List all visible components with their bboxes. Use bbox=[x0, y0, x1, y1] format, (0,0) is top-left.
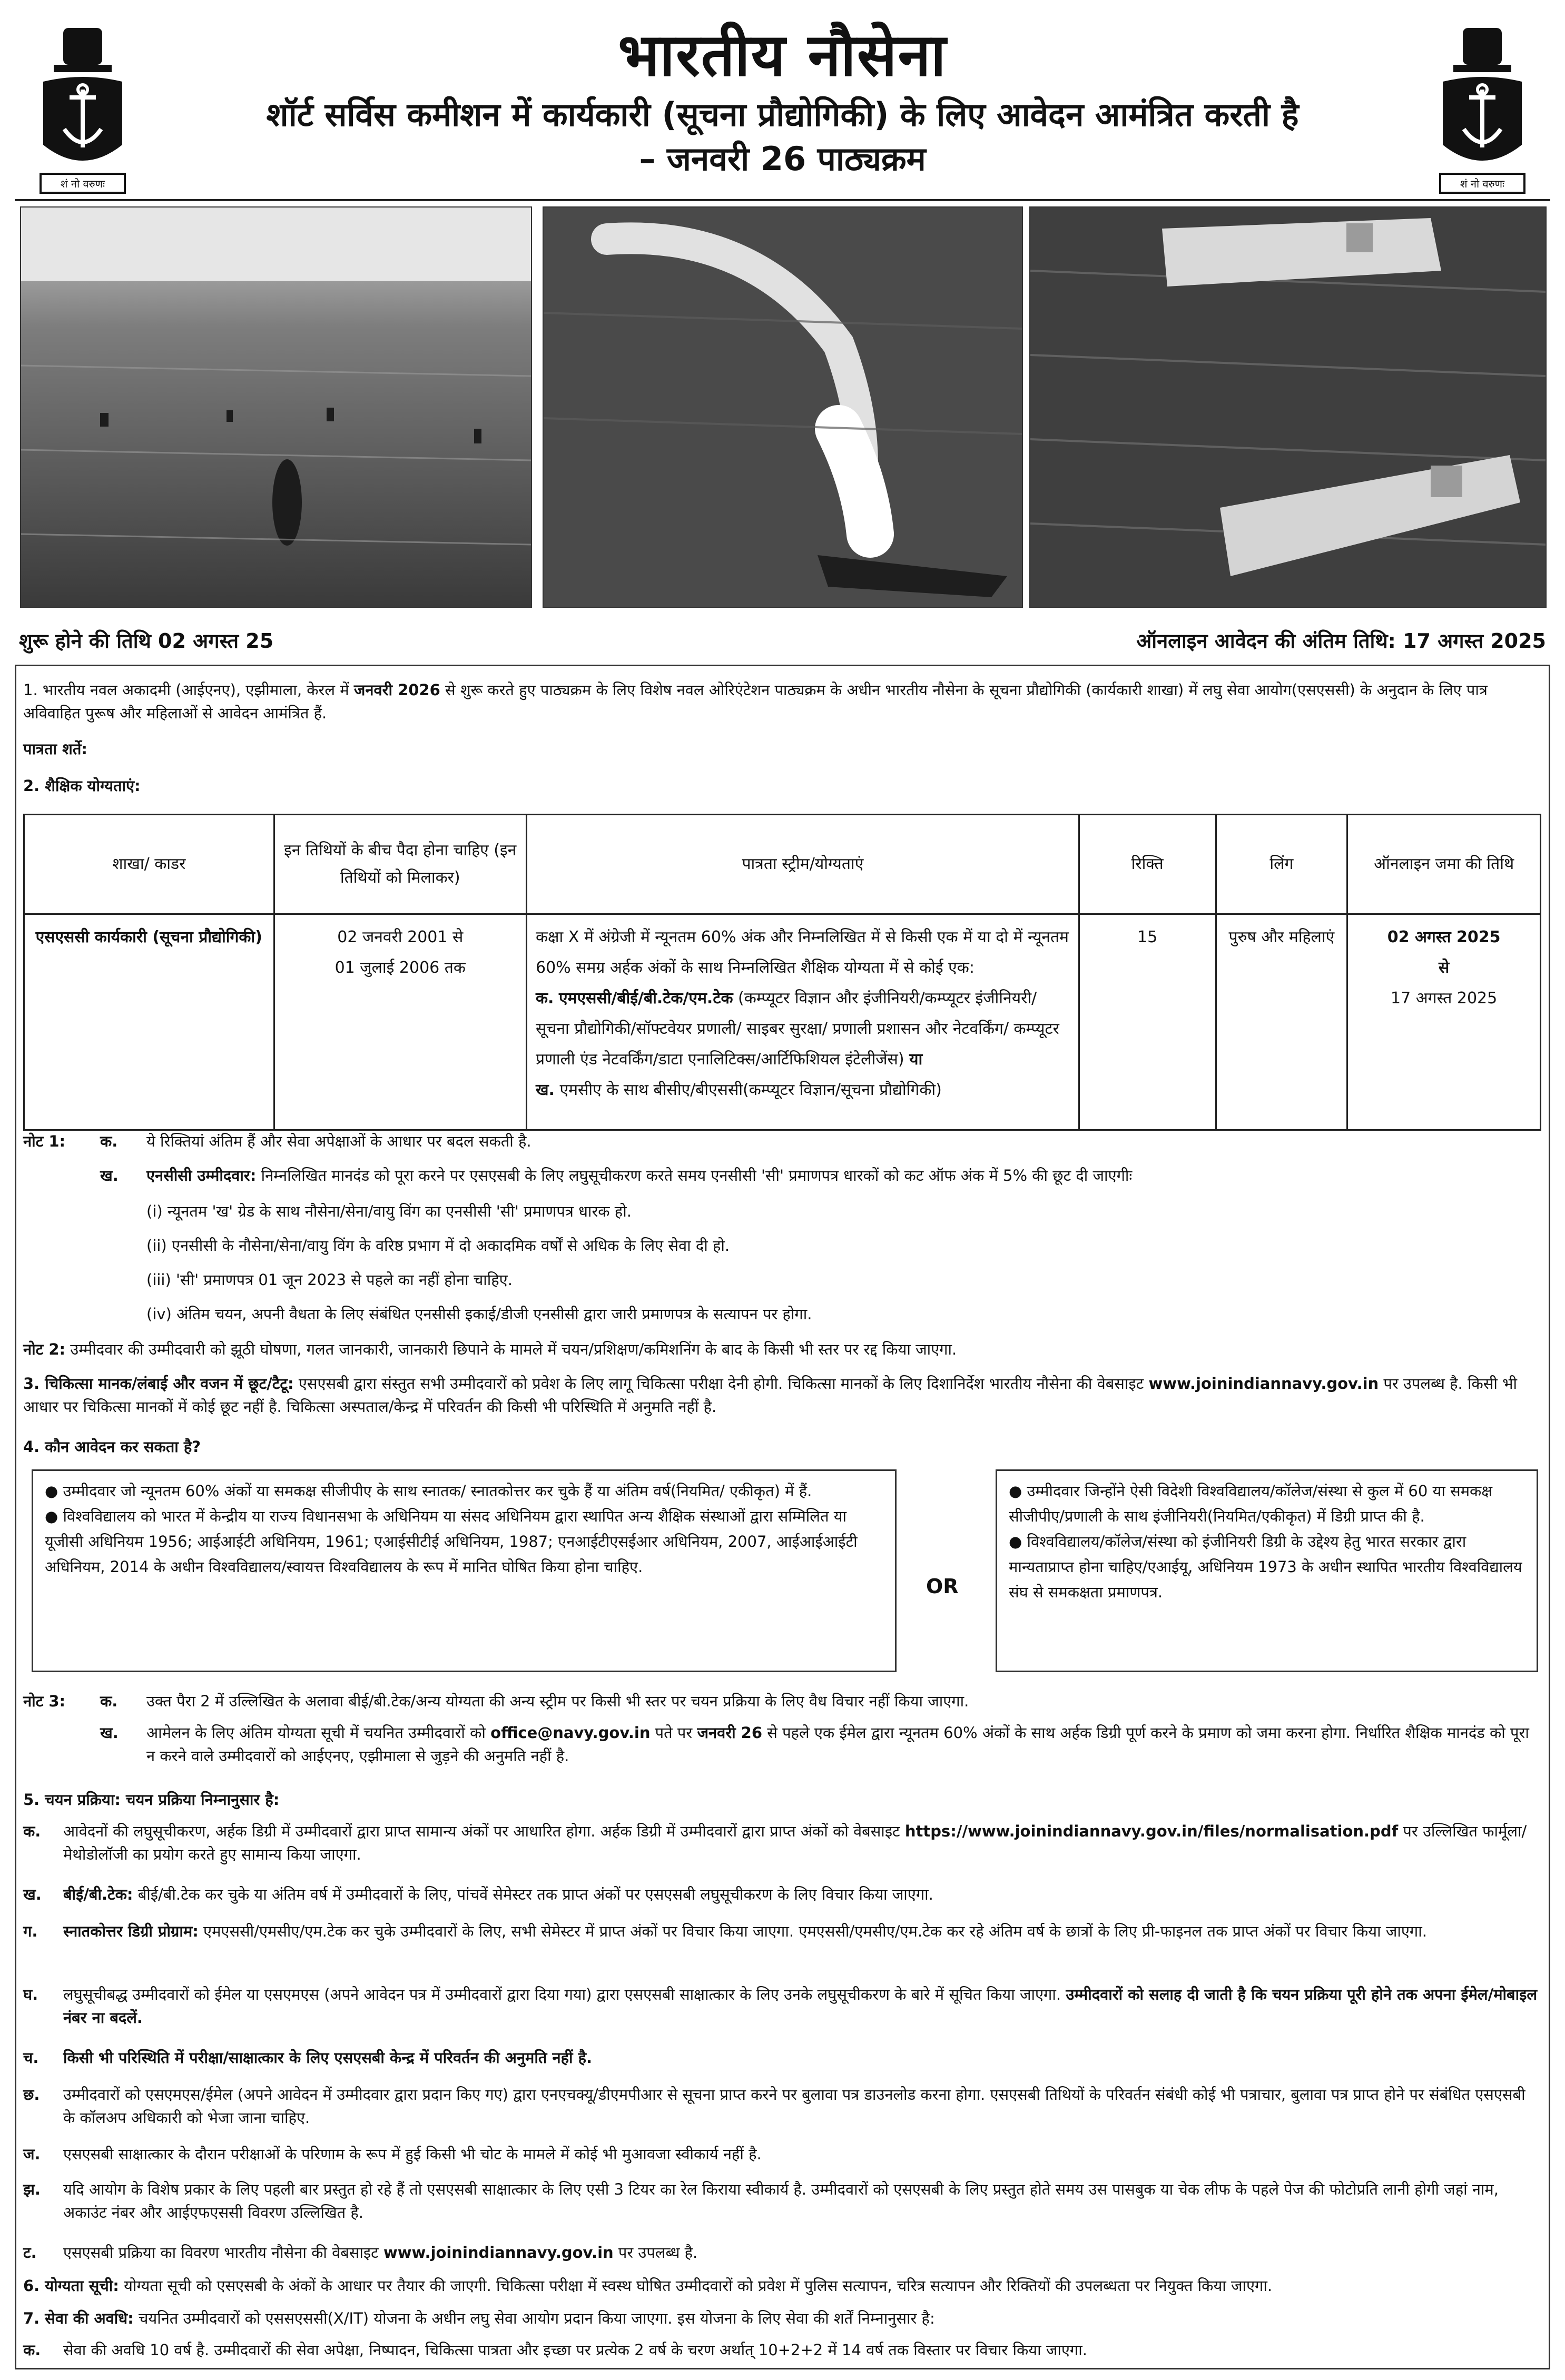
note1-kha-label: ख. bbox=[100, 1167, 119, 1184]
selection-chha: उम्मीदवारों को एसएमएस/ईमेल (अपने आवेदन में उम्मीदवार द्वारा प्रदान किए गए) द्वारा एनएचक्यू/डीएमपीआर से सूचना प्राप्त करने पर बुलावा पत्र डाउनलोड करना होगा. एसएसबी तिथियों के परिवर्तन संबंधी कोई भी पत्राचार, बुलावा पत्र प्राप्त होने पर संबंधित एसएसबी के कॉलअप अधिकारी को भेजा जाना चाहिए. bbox=[63, 2086, 1525, 2127]
medical-website-link[interactable]: www.joinindiannavy.gov.in bbox=[1148, 1375, 1379, 1393]
dates-row bbox=[19, 621, 1546, 658]
selection-ja-label: ज. bbox=[23, 2145, 41, 2163]
note3-kha: आमेलन के लिए अंतिम योग्यता सूची में चयनित उम्मीदवारों को office@navy.gov.in पते पर जनवरी 26 से पहले एक ईमेल द्वारा न्यूनतम 60% अंकों के साथ अर्हक डिग्री पूर्ण करने के प्रमाण को जमा करना होगा. निर्धारित शैक्षिक मानदंड को पूरा न करने वाले उम्मीदवारों को आईएनए, एझीमाला से जुड़ने की अनुमति नहीं है. bbox=[146, 1724, 1529, 1765]
selection-jha: यदि आयोग के विशेष प्रकार के लिए पहली बार प्रस्तुत हो रहे हैं तो एसएसबी साक्षात्कार के लिए एसी 3 टियर का रेल किराया स्वीकार्य है. उम्मीदवारों को एसएसबी के लिए प्रस्तुत होते समय उस पासबुक या चेक लीफ के पहले पेज की फोटोप्रति लानी होगी जहां नाम, अकाउंट नंबर और आईएफएससी विवरण उल्लिखित है. bbox=[63, 2180, 1499, 2221]
col-vacancy: रिक्ति bbox=[1079, 815, 1216, 914]
selection-ka: आवेदनों की लघुसूचीकरण, अर्हक डिग्री में उम्मीदवारों द्वारा प्राप्त सामान्य अंकों पर आधारित होगा. अर्हक डिग्री में उम्मीदवारों द्वारा प्राप्त अंकों को वेबसाइट https://www.joinindiannavy.gov.in/files/normalisation.pdf पर उल्लिखित फार्मूला/मेथोडोलॉजी का प्रयोग करते हुए सामान्य किया जाएगा. bbox=[63, 1822, 1527, 1863]
carriers-photo-icon bbox=[1030, 208, 1546, 607]
education-heading: 2. शैक्षिक योग्यताएं: bbox=[23, 777, 141, 795]
photo-aircraft-carriers bbox=[1029, 206, 1547, 608]
merit-list: 6. योग्यता सूची: योग्यता सूची को एसएसबी के अंकों के आधार पर तैयार की जाएगी. चिकित्सा परीक्षा में स्वस्थ घोषित उम्मीदवारों को प्रवेश में पुलिस सत्यापन, चरित्र सत्यापन और रिक्तियों की उपलब्धता पर नियुक्त किया जाएगा. bbox=[23, 2277, 1273, 2295]
selection-cha: किसी भी परिस्थिति में परीक्षा/साक्षात्कार के लिए एसएसबी केन्द्र में परिवर्तन की अनुमति नहीं है. bbox=[63, 2049, 592, 2067]
service-ka-label: क. bbox=[23, 2341, 41, 2359]
selection-jha-label: झ. bbox=[23, 2180, 41, 2198]
svg-text:शं नो वरुणः: शं नो वरुणः bbox=[60, 177, 105, 190]
missile-photo-icon bbox=[544, 208, 1022, 607]
qualification-table bbox=[23, 814, 1541, 1131]
selection-kha-label: ख. bbox=[23, 1885, 42, 1903]
eligibility-box-india: ● उम्मीदवार जो न्यूनतम 60% अंकों या समकक्ष सीजीपीए के साथ स्नातक/ स्नातकोत्तर कर चुके हैं या अंतिम वर्ष(नियमित/ एकीकृत) में हैं. ● विश्वविद्यालय को भारत में केन्द्रीय या राज्य विधानसभा के अधिनियम या संसद अधिनियम द्वारा स्थापित अन्य शैक्षिक संस्थाओं द्वारा सम्मिलित या यूजीसी अधिनियम 1956; आईआईटी अधिनियम, 1961; एआईसीटीई अधिनियम, 1987; एनआईटीएसईआर अधिनियम, 2007, आईआईआईटी अधिनियम, 2014 के अधीन विश्वविद्यालय/स्वायत्त विश्वविद्यालय के रूप में मानित घोषित किया होना चाहिए. bbox=[32, 1469, 897, 1672]
selection-gha-label: घ. bbox=[23, 1986, 38, 2003]
col-submit-date: ऑनलाइन जमा की तिथि bbox=[1347, 815, 1541, 914]
photo-submarines bbox=[20, 206, 532, 608]
note3-kha-label: ख. bbox=[100, 1724, 119, 1742]
who-can-apply-heading: 4. कौन आवेदन कर सकता है? bbox=[23, 1438, 201, 1456]
medical-standards: 3. चिकित्सा मानक/लंबाई और वजन में छूट/टैटू: एसएसबी द्वारा संस्तुत सभी उम्मीदवारों को प्रवेश के लिए लागू चिकित्सा परीक्षा देनी होगी. चिकित्सा मानकों के लिए दिशानिर्देश भारतीय नौसेना की वेबसाइट www.joinindiannavy.gov.in पर उपलब्ध है. किसी भी आधार पर चिकित्सा मानकों में कोई छूट नहीं है. चिकित्सा अस्पताल/केन्द्र में परिवर्तन की किसी भी परिस्थिति में अनुमति नहीं है. bbox=[23, 1375, 1517, 1416]
start-date: शुरू होने की तिथि 02 अगस्त 25 bbox=[19, 629, 274, 653]
selection-ta: एसएसबी प्रक्रिया का विवरण भारतीय नौसेना की वेबसाइट www.joinindiannavy.gov.in पर उपलब्ध है. bbox=[63, 2244, 698, 2262]
selection-gha: लघुसूचीबद्ध उम्मीदवारों को ईमेल या एसएमएस (अपने आवेदन पत्र में उम्मीदवारों द्वारा दिया गया) द्वारा एसएसबी साक्षात्कार के लिए उनके लघुसूचीकरण के बारे में सूचित किया जाएगा. उम्मीदवारों को सलाह दी जाती है कि चयन प्रक्रिया पूरी होने तक अपना ईमेल/मोबाइल नंबर ना बदलें. bbox=[63, 1986, 1538, 2027]
note1-kha: एनसीसी उम्मीदवार: निम्नलिखित मानदंड को पूरा करने पर एसएसबी के लिए लघुसूचीकरण करते समय एनसीसी 'सी' प्रमाणपत्र धारकों को कट ऑफ अंक में 5% की छूट दी जाएगीः bbox=[146, 1167, 1133, 1184]
submarines-photo-icon bbox=[21, 208, 531, 607]
header-divider bbox=[15, 199, 1550, 201]
selection-kha: बीई/बी.टेक: बीई/बी.टेक कर चुके या अंतिम वर्ष में उम्मीदवारों के लिए, पांचवें सेमेस्टर तक प्राप्त अंकों पर एसएसबी लघुसूचीकरण के लिए विचार किया जाएगा. bbox=[63, 1885, 933, 1903]
col-branch: शाखा/ काडर bbox=[24, 815, 274, 914]
normalisation-link[interactable]: https://www.joinindiannavy.gov.in/files/normalisation.pdf bbox=[904, 1822, 1399, 1840]
cell-submit-date: 02 अगस्त 2025 से 17 अगस्त 2025 bbox=[1347, 914, 1541, 1130]
course-title: – जनवरी 26 पाठ्यक्रम bbox=[639, 140, 926, 178]
selection-ka-label: क. bbox=[23, 1822, 41, 1840]
selection-chha-label: छ. bbox=[23, 2086, 40, 2104]
note1-label: नोट 1: bbox=[23, 1132, 66, 1150]
navy-email-link[interactable]: office@navy.gov.in bbox=[490, 1724, 651, 1742]
note1-iv: (iv) अंतिम चयन, अपनी वैधता के लिए संबंधित एनसीसी इकाई/डीजी एनसीसी द्वारा जारी प्रमाणपत्र के सत्यापन पर होगा. bbox=[146, 1305, 812, 1323]
table-row bbox=[24, 914, 1541, 1130]
selection-ta-label: ट. bbox=[23, 2244, 37, 2262]
intro-paragraph: 1. भारतीय नवल अकादमी (आईएनए), एझीमाला, केरल में जनवरी 2026 से शुरू करते हुए पाठ्यक्रम के लिए विशेष नवल ओरिएंटेशन पाठ्यक्रम के अधीन भारतीय नौसेना के सूचना प्रौद्योगिकी (कार्यकारी शाखा) में लघु सेवा आयोग(एसएससी) के अनुदान के लिए पात्र अविवाहित पुरूष और महिलाओं से आवेदन आमंत्रित हैं. bbox=[23, 681, 1488, 722]
photo-missile-launch bbox=[543, 206, 1023, 608]
page-title: भारतीय नौसेना bbox=[618, 21, 947, 90]
note3-ka: उक्त पैरा 2 में उल्लिखित के अलावा बीई/बी.टेक/अन्य योग्यता की अन्य स्ट्रीम पर किसी भी स्तर पर चयन प्रक्रिया के लिए वैध विचार नहीं किया जाएगा. bbox=[146, 1692, 969, 1710]
eligibility-box-foreign: ● उम्मीदवार जिन्होंने ऐसी विदेशी विश्वविद्यालय/कॉलेज/संस्था से कुल में 60 या समकक्ष सीजीपीए/प्रणाली के साथ इंजीनियरी(नियमित/एकीकृत) में डिग्री प्राप्त की है. ● विश्वविद्यालय/कॉलेज/संस्था को इंजीनियरी डिग्री के उद्देश्य हेतु भारत सरकार द्वारा मान्यताप्राप्त होना चाहिए/एआईयू, अधिनियम 1973 के अधीन स्थापित भारतीय विश्वविद्यालय संघ से समकक्षता प्रमाणपत्र. bbox=[996, 1469, 1538, 1672]
col-qualification: पात्रता स्ट्रीम/योग्यताएं bbox=[527, 815, 1079, 914]
eligibility-heading: पात्रता शर्ते: bbox=[23, 740, 87, 758]
selection-ga: स्नातकोत्तर डिग्री प्रोग्राम: एमएससी/एमसीए/एम.टेक कर चुके उम्मीदवारों के लिए, सभी सेमेस्टर में प्राप्त अंकों पर विचार किया जाएगा. एमएससी/एमसीए/एम.टेक कर रहे अंतिम वर्ष के छात्रों के लिए प्री-फाइनल तक प्राप्त अंकों पर विचार किया जाएगा. bbox=[63, 1922, 1427, 1940]
table-header-row bbox=[24, 815, 1541, 914]
note2: नोट 2: उम्मीदवार की उम्मीदवारी को झूठी घोषणा, गलत जानकारी, जानकारी छिपाने के मामले में चयन/प्रशिक्षण/कमिशनिंग के बाद के किसी भी स्तर पर रद्द किया जाएगा. bbox=[23, 1340, 957, 1358]
cell-gender: पुरुष और महिलाएं bbox=[1216, 914, 1347, 1130]
selection-ja: एसएसबी साक्षात्कार के दौरान परीक्षाओं के परिणाम के रूप में हुई किसी भी चोट के मामले में कोई भी मुआवजा स्वीकार्य नहीं है. bbox=[63, 2145, 762, 2163]
or-separator: OR bbox=[926, 1575, 959, 1598]
note1-ka: ये रिक्तियां अंतिम हैं और सेवा अपेक्षाओं के आधार पर बदल सकती है. bbox=[146, 1132, 531, 1150]
cell-branch: एसएससी कार्यकारी (सूचना प्रौद्योगिकी) bbox=[24, 914, 274, 1130]
note1-ii: (ii) एनसीसी के नौसेना/सेना/वायु विंग के वरिष्ठ प्रभाग में दो अकादमिक वर्षों से अधिक के लिए सेवा दी हो. bbox=[146, 1237, 730, 1255]
note3-label: नोट 3: bbox=[23, 1692, 66, 1710]
page-subtitle: शॉर्ट सर्विस कमीशन में कार्यकारी (सूचना प्रौद्योगिकी) के लिए आवेदन आमंत्रित करती है bbox=[266, 95, 1299, 134]
cell-qualification: कक्षा X में अंग्रेजी में न्यूनतम 60% अंक और निम्नलिखित में से किसी एक में या दो में न्यूनतम 60% समग्र अर्हक अंकों के साथ निम्नलिखित शैक्षिक योग्यता में से कोई एक: क. एमएससी/बीई/बी.टेक/एम.टेक (कम्प्यूटर विज्ञान और इंजीनियरी/कम्प्यूटर इंजीनियरी/ सूचना प्रौद्योगिकी/सॉफ्टवेयर प्रणाली/ साइबर सुरक्षा/ प्रणाली प्रशासन और नेटवर्किंग/ कम्प्यूटर प्रणाली एंड नेटवर्किंग/डाटा एनालिटिक्स/आर्टिफिशियल इंटेलीजेंस) या ख. एमसीए के साथ बीसीए/बीएससी(कम्प्यूटर विज्ञान/सूचना प्रौद्योगिकी) bbox=[527, 914, 1079, 1130]
note1-iii: (iii) 'सी' प्रमाणपत्र 01 जून 2023 से पहले का नहीं होना चाहिए. bbox=[146, 1271, 513, 1289]
cell-dob: 02 जनवरी 2001 से 01 जुलाई 2006 तक bbox=[274, 914, 526, 1130]
note1-ka-label: क. bbox=[100, 1132, 118, 1150]
selection-ga-label: ग. bbox=[23, 1922, 38, 1940]
note3-ka-label: क. bbox=[100, 1692, 118, 1710]
deadline-date: ऑनलाइन आवेदन की अंतिम तिथि: 17 अगस्त 2025 bbox=[1136, 629, 1546, 653]
svg-text:शं नो वरुणः: शं नो वरुणः bbox=[1460, 177, 1505, 190]
col-dob: इन तिथियों के बीच पैदा होना चाहिए (इन तिथियों को मिलाकर) bbox=[274, 815, 526, 914]
ssb-website-link[interactable]: www.joinindiannavy.gov.in bbox=[383, 2244, 614, 2262]
note1-i: (i) न्यूनतम 'ख' ग्रेड के साथ नौसेना/सेना/वायु विंग का एनसीसी 'सी' प्रमाणपत्र धारक हो. bbox=[146, 1202, 632, 1220]
col-gender: लिंग bbox=[1216, 815, 1347, 914]
service-ka: सेवा की अवधि 10 वर्ष है. उम्मीदवारों की सेवा अपेक्षा, निष्पादन, चिकित्सा पात्रता और इच्छा पर प्रत्येक 2 वर्ष के चरण अर्थात् 10+2+2 में 14 वर्ष तक विस्तार पर विचार किया जाएगा. bbox=[63, 2341, 1087, 2359]
selection-heading: 5. चयन प्रक्रिया: चयन प्रक्रिया निम्नानुसार है: bbox=[23, 1791, 280, 1809]
cell-vacancy: 15 bbox=[1079, 914, 1216, 1130]
service-tenure: 7. सेवा की अवधि: चयनित उम्मीदवारों को एससएससी(X/IT) योजना के अधीन लघु सेवा आयोग प्रदान किया जाएगा. इस योजना के लिए सेवा की शर्तें निम्नानुसार है: bbox=[23, 2309, 935, 2327]
selection-cha-label: च. bbox=[23, 2049, 39, 2067]
